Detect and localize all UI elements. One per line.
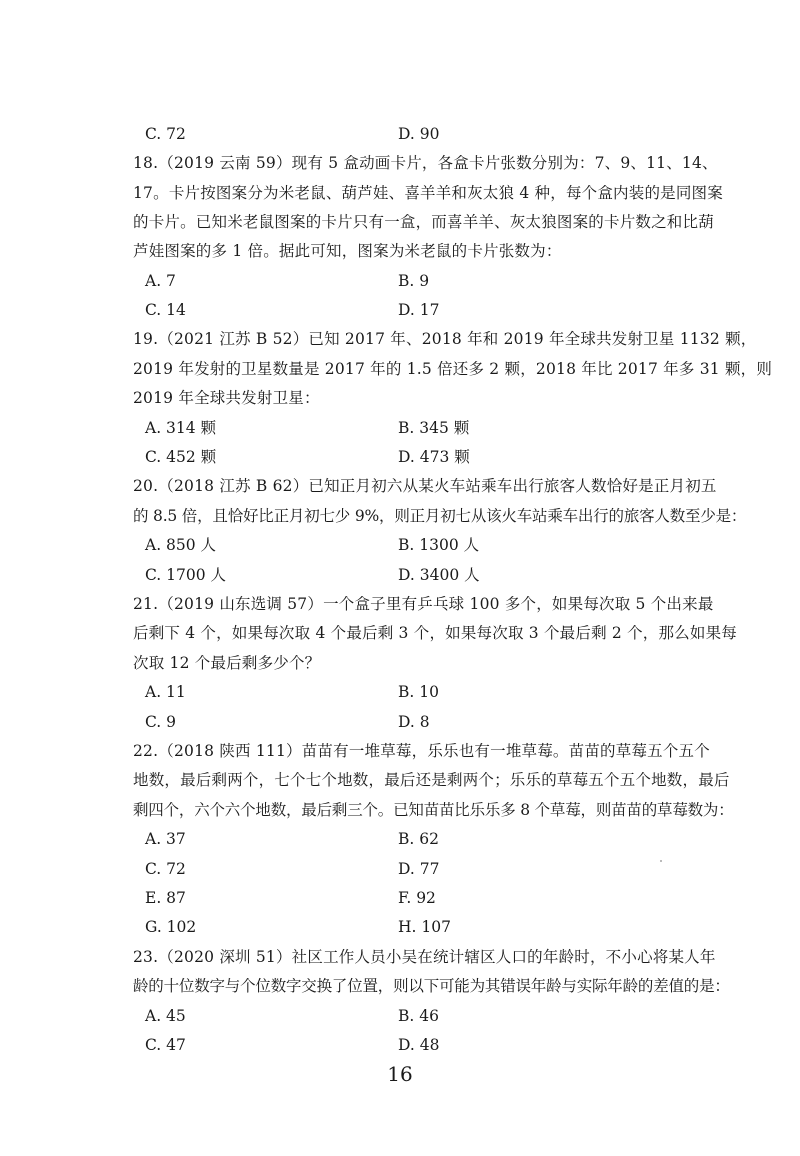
option-19-c: C. 452 颗: [145, 448, 217, 466]
question-23-line-2: 龄的十位数字与个位数字交换了位置，则以下可能为其错误年龄与实际年龄的差值的是：: [133, 977, 730, 995]
option-17-c: C. 72: [145, 125, 186, 143]
question-22-line-1: 22.（2018 陕西 111）苗苗有一堆草莓，乐乐也有一堆草莓。苗苗的草莓五个五个: [133, 742, 710, 760]
option-19-b: B. 345 颗: [398, 419, 470, 437]
question-19-line-2: 2019 年发射的卫星数量是 2017 年的 1.5 倍还多 2 颗，2018 年比 2017 年多 31 颗，则: [133, 360, 773, 378]
option-20-a: A. 850 人: [145, 536, 217, 554]
option-21-a: A. 11: [145, 683, 186, 701]
question-20-line-2: 的 8.5 倍，且恰好比正月初七少 9%，则正月初七从该火车站乘车出行的旅客人数至少是：: [133, 507, 747, 525]
page-number: 16: [387, 1062, 413, 1086]
option-23-a: A. 45: [145, 1007, 186, 1025]
option-17-d: D. 90: [398, 125, 440, 143]
question-22-line-3: 剩四个，六个六个地数，最后剩三个。已知苗苗比乐乐多 8 个草莓，则苗苗的草莓数为：: [133, 801, 734, 819]
option-22-g: G. 102: [145, 918, 197, 936]
question-18-line-3: 的卡片。已知米老鼠图案的卡片只有一盒，而喜羊羊、灰太狼图案的卡片数之和比葫: [133, 213, 714, 231]
option-22-d: D. 77: [398, 860, 440, 878]
option-22-f: F. 92: [398, 889, 436, 907]
question-21-line-2: 后剩下 4 个，如果每次取 4 个最后剩 3 个，如果每次取 3 个最后剩 2 个，那么如果每: [133, 624, 737, 642]
scan-speck: [660, 860, 662, 862]
question-18-line-4: 芦娃图案的多 1 倍。据此可知，图案为米老鼠的卡片张数为：: [133, 242, 562, 260]
option-22-a: A. 37: [145, 830, 186, 848]
option-18-b: B. 9: [398, 272, 430, 290]
option-18-d: D. 17: [398, 301, 440, 319]
question-23-line-1: 23.（2020 深圳 51）社区工作人员小吴在统计辖区人口的年龄时，不小心将某人年: [133, 948, 716, 966]
option-18-a: A. 7: [145, 272, 176, 290]
question-22-line-2: 地数，最后剩两个，七个七个地数，最后还是剩两个；乐乐的草莓五个五个地数，最后: [133, 771, 730, 789]
question-18-line-1: 18.（2019 云南 59）现有 5 盒动画卡片，各盒卡片张数分别为：7、9、11、14、: [133, 154, 718, 172]
option-20-b: B. 1300 人: [398, 536, 480, 554]
option-20-c: C. 1700 人: [145, 566, 227, 584]
option-20-d: D. 3400 人: [398, 566, 480, 584]
question-18-line-2: 17。卡片按图案分为米老鼠、葫芦娃、喜羊羊和灰太狼 4 种，每个盒内装的是同图案: [133, 184, 723, 202]
option-21-d: D. 8: [398, 713, 430, 731]
question-21-line-1: 21.（2019 山东选调 57）一个盒子里有乒乓球 100 多个，如果每次取 5 个出来最: [133, 595, 714, 613]
option-19-d: D. 473 颗: [398, 448, 470, 466]
question-20-line-1: 20.（2018 江苏 B 62）已知正月初六从某火车站乘车出行旅客人数恰好是正月初五: [133, 477, 717, 495]
option-21-b: B. 10: [398, 683, 439, 701]
question-19-line-1: 19.（2021 江苏 B 52）已知 2017 年、2018 年和 2019 年全球共发射卫星 1132 颗，: [133, 330, 757, 348]
option-23-b: B. 46: [398, 1007, 439, 1025]
question-21-line-3: 次取 12 个最后剩多少个？: [133, 654, 321, 672]
option-19-a: A. 314 颗: [145, 419, 217, 437]
option-23-d: D. 48: [398, 1036, 440, 1054]
option-18-c: C. 14: [145, 301, 186, 319]
question-19-line-3: 2019 年全球共发射卫星：: [133, 389, 320, 407]
option-23-c: C. 47: [145, 1036, 186, 1054]
option-22-b: B. 62: [398, 830, 439, 848]
option-22-h: H. 107: [398, 918, 451, 936]
option-22-e: E. 87: [145, 889, 186, 907]
option-21-c: C. 9: [145, 713, 177, 731]
option-22-c: C. 72: [145, 860, 186, 878]
